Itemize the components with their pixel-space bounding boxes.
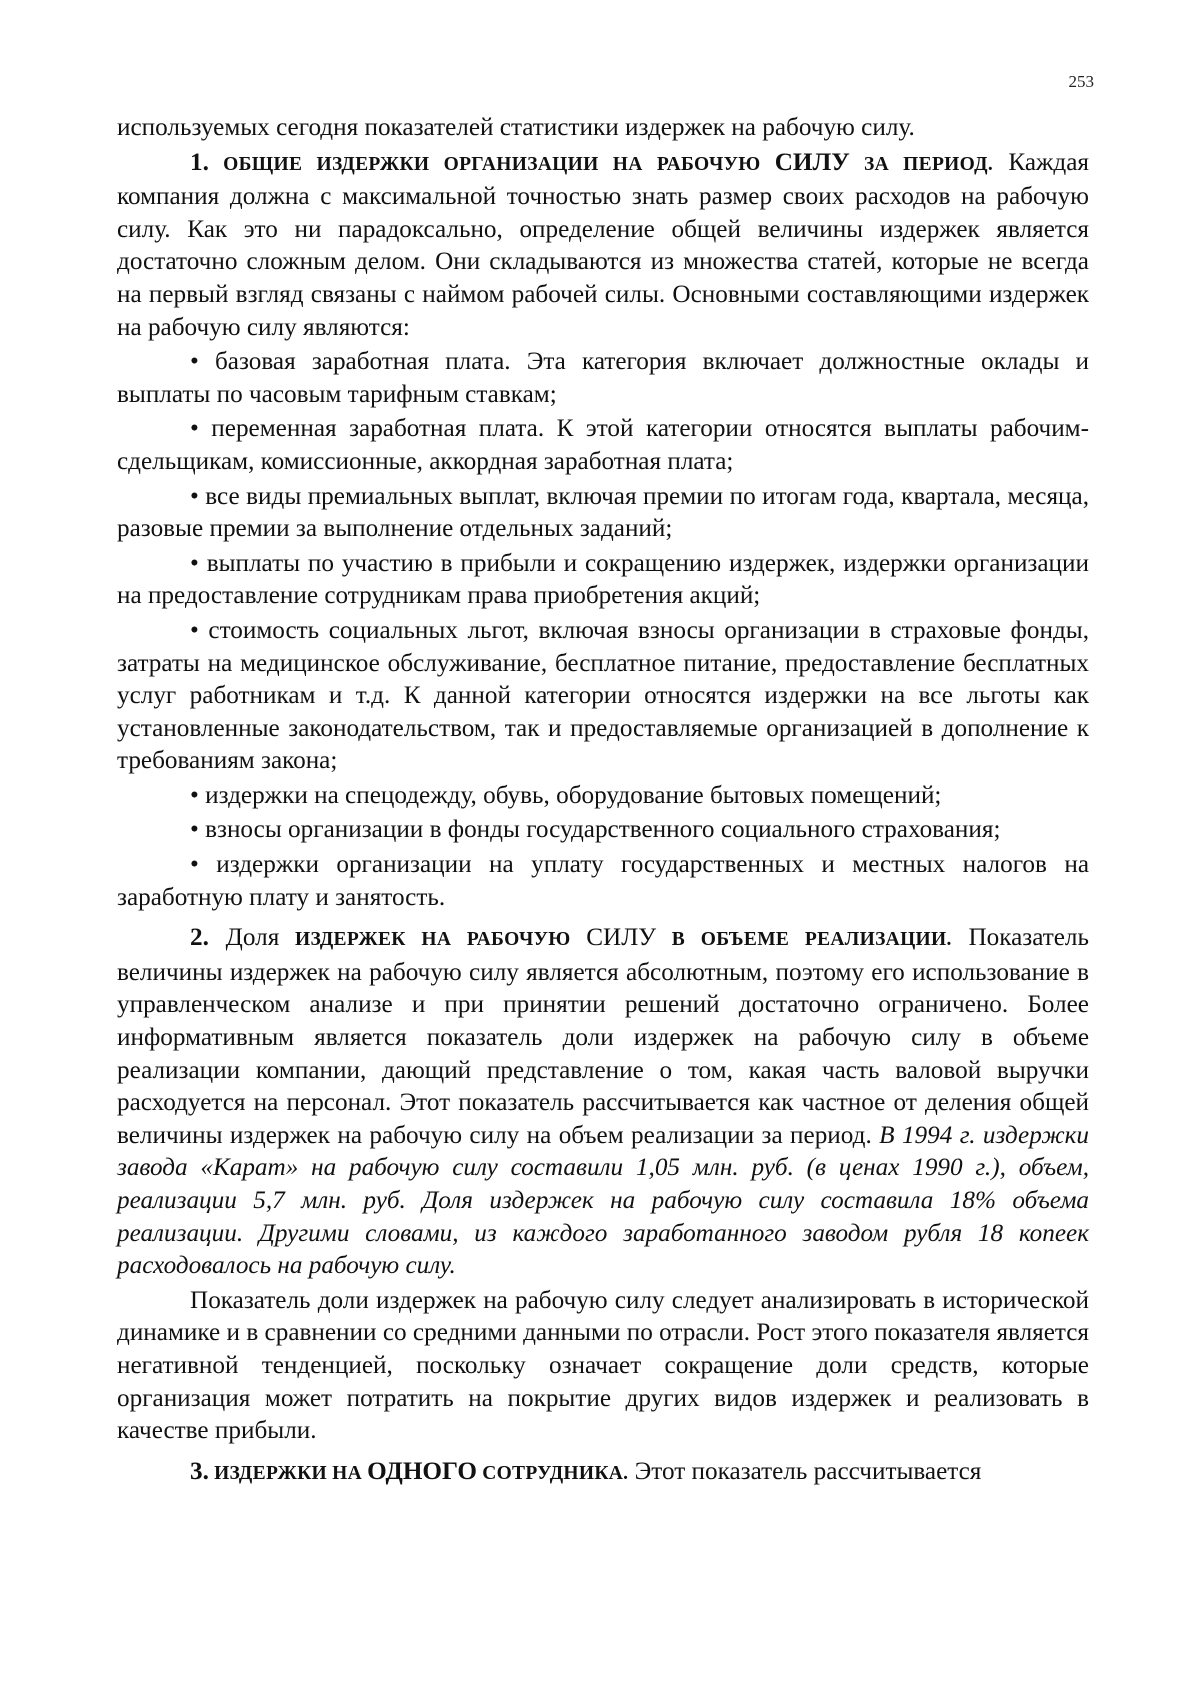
section-2-number: 2. xyxy=(190,924,209,952)
page-number: 253 xyxy=(1068,72,1094,91)
bullet-item: • издержки организации на уплату государственных и местных налогов на заработную плату и занятость. xyxy=(117,851,1089,911)
bullet-item: • взносы организации в фонды государственного социального страхования; xyxy=(190,816,1001,844)
section-3-heading-b: ОДНОГО xyxy=(367,1457,478,1485)
document-body xyxy=(117,112,1089,1490)
section-1 xyxy=(117,147,1089,345)
section-2-heading-b: ИЗДЕРЖЕК НА РАБОЧУЮ xyxy=(279,929,587,951)
section-2-example: В 1994 г. издержки завода «Карат» на рабочую силу составили 1,05 млн. руб. (в ценах 1990 г.), объем, реализации 5,7 млн. руб. Доля издержек на рабочую силу составила 18% объема реализации. Другими словами, из каждого заработанного заводом рубля 18 копеек расходовалось на рабочую силу. xyxy=(117,1121,1090,1280)
section-1-heading-c: ЗА ПЕРИОД. xyxy=(849,153,994,175)
section-2-heading-a: Доля xyxy=(208,924,280,952)
bullet-item: • выплаты по участию в прибыли и сокращению издержек, издержки организации на предоставление сотрудникам права приобретения акций; xyxy=(117,549,1089,610)
section-3-number: 3. xyxy=(190,1457,209,1485)
section-1-number: 1. xyxy=(190,148,209,176)
bullet-item: • издержки на спецодежду, обувь, оборудование бытовых помещений; xyxy=(190,781,942,809)
section-2-heading-d: В ОБЪЕМЕ РЕАЛИЗАЦИИ. xyxy=(656,929,952,951)
section-2-heading-c: СИЛУ xyxy=(586,924,657,952)
section-3-heading-a: ИЗДЕРЖКИ НА xyxy=(208,1462,368,1484)
section-1-heading-b: СИЛУ xyxy=(774,148,850,176)
bullet-item: • переменная заработная плата. К этой категории относятся выплаты рабочим-сдельщикам, комиссионные, аккордная заработная плата; xyxy=(117,415,1089,475)
section-3 xyxy=(117,1456,1089,1491)
paragraph-dynamics: Показатель доли издержек на рабочую силу следует анализировать в исторической динамике и в сравнении со средними данными по отрасли. Рост этого показателя является негативной тенденцией, поскольку означает сокращение доли средств, которые организация может потратить на покрытие других видов издержек и реализовать в качестве прибыли. xyxy=(117,1286,1089,1445)
bullet-item: • все виды премиальных выплат, включая премии по итогам года, квартала, месяца, разовые премии за выполнение отдельных заданий; xyxy=(117,482,1089,543)
bullet-item: • базовая заработная плата. Эта категория включает должностные оклады и выплаты по часовым тарифным ставкам; xyxy=(117,348,1089,408)
section-3-heading-c: СОТРУДНИКА. xyxy=(477,1462,629,1484)
bullet-item: • стоимость социальных льгот, включая взносы организации в страховые фонды, затраты на медицинское обслуживание, бесплатное питание, предоставление бесплатных услуг работникам и т.д. К данной категории относятся издержки на все льготы как установленные законодательством, так и предоставляемые организацией в дополнение к требованиям закона; xyxy=(117,616,1089,775)
section-2 xyxy=(117,922,1089,1283)
section-2-text: Показатель величины издержек на рабочую силу является абсолютным, поэтому его использование в управленческом анализе и при принятии решений достаточно ограничено. Более информативным является показатель доли издержек на рабочую силу в объеме реализации компании, дающий представление о том, какая часть валовой выручки расходуется на персонал. Этот показатель рассчитывается как частное от деления общей величины издержек на рабочую силу на объем реализации за период. xyxy=(117,924,1089,1149)
section-1-heading-a: ОБЩИЕ ИЗДЕРЖКИ ОРГАНИЗАЦИИ НА РАБОЧУЮ xyxy=(208,153,775,175)
section-1-text: Каждая компания должна с максимальной точностью знать размер своих расходов на рабочую силу. Как это ни парадоксально, определение общей величины издержек является достаточно сложным делом. Они складываются из множества статей, которые не всегда на первый взгляд связаны с наймом рабочей силы. Основными составляющими издержек на рабочую силу являются: xyxy=(117,148,1089,341)
section-3-text: Этот показатель рассчитывается xyxy=(628,1457,982,1485)
paragraph-intro: используемых сегодня показателей статистики издержек на рабочую силу. xyxy=(117,114,915,141)
